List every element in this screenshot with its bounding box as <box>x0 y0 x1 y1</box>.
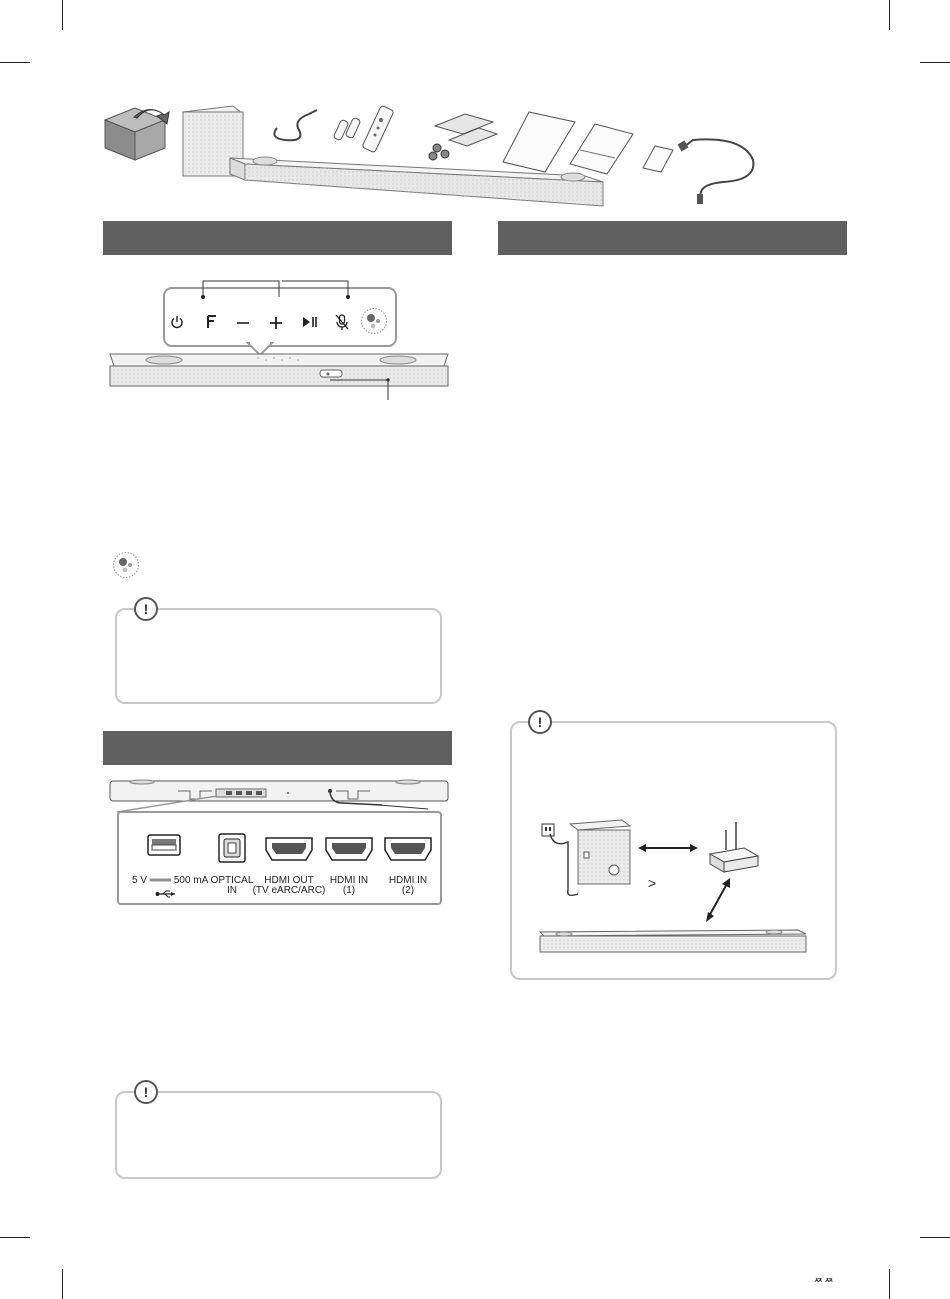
crop-mark <box>0 62 30 63</box>
hdmi-in-2-port-icon <box>383 836 433 862</box>
port-panel-leader <box>117 794 237 814</box>
power-cord-image <box>274 110 317 140</box>
hdmi-in-1-label-line2: (1) <box>342 885 356 896</box>
mic-off-icon <box>335 313 349 331</box>
greater-than-symbol: > <box>648 875 657 891</box>
hdmi-in-2-label-line1: HDMI IN <box>388 875 428 886</box>
power-button-icon <box>170 315 184 329</box>
batteries-image <box>333 117 361 141</box>
crop-mark <box>889 0 890 30</box>
assistant-button-icon <box>360 307 388 335</box>
double-arrow-diagonal <box>706 878 730 922</box>
package-contents-illustration <box>95 98 795 218</box>
crop-mark <box>920 62 950 63</box>
note-exclamation-icon: ! <box>134 597 158 621</box>
usb-symbol-icon <box>155 886 177 896</box>
hdmi-in-1-label-line1: HDMI IN <box>329 875 369 886</box>
section-header-bar-left-bottom <box>103 731 452 765</box>
remote-control-image <box>362 105 394 153</box>
assistant-icon <box>112 551 140 579</box>
crop-mark <box>62 0 63 30</box>
volume-up-icon <box>269 315 283 329</box>
optical-port-label-line2: IN <box>227 885 237 896</box>
guide-image <box>570 124 633 174</box>
optical-port-icon <box>218 833 246 863</box>
crop-mark <box>889 1269 890 1299</box>
manual-image <box>503 112 575 172</box>
crop-mark <box>0 1237 30 1238</box>
section-header-bar-right-top <box>498 221 847 255</box>
soundbar-top-view <box>108 344 450 414</box>
function-button-icon <box>205 315 219 329</box>
volume-down-icon <box>236 315 250 329</box>
page-number: ᄶᄶ <box>813 1277 835 1290</box>
hdmi-in-2-label-line2: (2) <box>401 885 415 896</box>
hdmi-in-1-port-icon <box>324 836 374 862</box>
hdmi-out-label-line2: (TV eARC/ARC) <box>252 885 326 896</box>
wall-bracket-image <box>429 114 497 160</box>
double-arrow-horizontal <box>638 844 698 852</box>
usb-port-icon <box>147 834 181 856</box>
note-box-left-top <box>115 608 442 704</box>
hdmi-out-label-line1: HDMI OUT <box>264 875 314 886</box>
note-exclamation-icon: ! <box>528 710 552 734</box>
play-pause-icon <box>302 315 318 329</box>
hdmi-out-port-icon <box>264 836 314 862</box>
optical-cable-image <box>685 139 753 200</box>
wireless-router-icon <box>710 822 758 872</box>
section-header-bar-left-top <box>103 221 452 255</box>
wireless-placement-diagram <box>530 810 820 960</box>
wall-outlet-icon <box>542 824 554 836</box>
optical-port-label-line1: OPTICAL <box>210 875 254 886</box>
crop-mark <box>62 1269 63 1299</box>
crop-mark <box>920 1237 950 1238</box>
note-exclamation-icon: ! <box>134 1080 158 1104</box>
subwoofer-diagram <box>570 820 630 884</box>
soundbar-diagram <box>540 930 806 952</box>
usb-port-label: 5 V ═══ 500 mA <box>132 875 209 886</box>
note-box-left-bottom <box>115 1091 442 1179</box>
card-image <box>643 146 673 172</box>
unbox-icon <box>105 108 169 160</box>
